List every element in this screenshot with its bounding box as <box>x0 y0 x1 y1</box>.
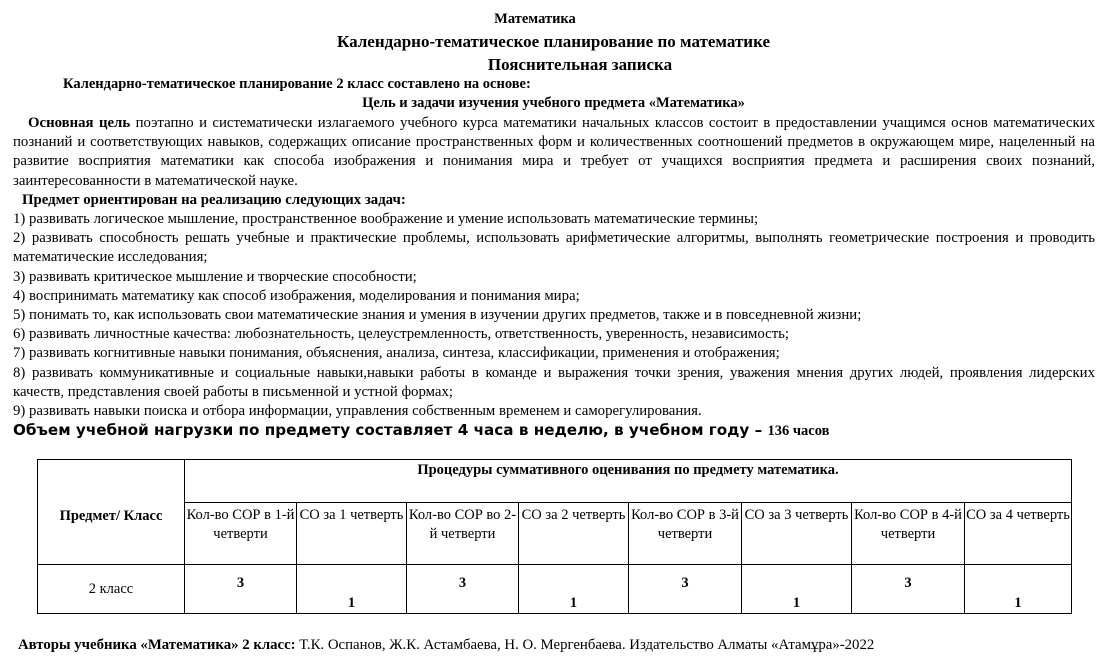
goal-paragraph <box>13 114 1095 191</box>
volume-line <box>13 421 1095 441</box>
column-header: Кол-во СОР в 1-й четверти <box>185 503 297 565</box>
task-item-4: 4) воспринимать математику как способ изображения, моделирования и понимания мира; <box>13 287 580 304</box>
table-cell: 1 <box>965 565 1072 614</box>
table-row <box>38 565 1072 614</box>
task-item-9: 9) развивать навыки поиска и отбора информации, управления собственным временем и саморегулирования. <box>13 403 702 420</box>
table-cell: 3 <box>852 565 965 614</box>
column-header: СО за 3 четверть <box>742 503 852 565</box>
table-cell: 1 <box>519 565 629 614</box>
note-title: Пояснительная записка <box>487 55 673 74</box>
assessment-table <box>37 459 1072 614</box>
column-header: СО за 2 четверть <box>519 503 629 565</box>
task-item-8: 8) развивать коммуникативные и социальные навыки,навыки работы в команде и выражения точки зрения, уважения мнения других людей, проявления лидерских качеств, представления своей работы в письменной и устной формах; <box>13 364 1095 400</box>
assessment-header: Процедуры суммативного оценивания по предмету математика. <box>185 460 1072 503</box>
subject-title: Математика <box>494 11 576 27</box>
task-item-5: 5) понимать то, как использовать свои математические знания и умения в изучении других предметов, также и в повседневной жизни; <box>13 307 862 324</box>
table-cell: 3 <box>629 565 742 614</box>
authors-line <box>18 637 874 654</box>
task-item-1: 1) развивать логическое мышление, пространственное воображение и умение использовать математические термины; <box>13 211 759 228</box>
authors-label: Авторы учебника «Математика» 2 класс: <box>18 637 296 653</box>
task-item-2: 2) развивать способность решать учебные и практические проблемы, использовать арифметические алгоритмы, выполнять геометрические построения и проводить математические исследования; <box>13 230 1095 266</box>
basis-line: Календарно-тематическое планирование 2 класс составлено на основе: <box>63 76 531 92</box>
goals-title: Цель и задачи изучения учебного предмета «Математика» <box>362 95 745 111</box>
task-item-3: 3) развивать критическое мышление и творческие способности; <box>13 268 417 285</box>
class-cell: 2 класс <box>38 565 185 614</box>
column-header: Кол-во СОР в 4-й четверти <box>852 503 965 565</box>
table-cell: 1 <box>297 565 407 614</box>
goal-label: Основная цель <box>28 115 131 131</box>
tasks-title: Предмет ориентирован на реализацию следующих задач: <box>22 191 406 208</box>
goal-text: поэтапно и систематически излагаемого учебного курса математики начальных классов состоит в предоставлении учащимся основ математических познаний и соответствующих навыков, содержащих описание пространственных форм и количественных соотношений предметов в окружающем мире, нацеленный на развитие восприятия математики как способа изображения и понимания мира и требует от учащихся восприятия предмета и расширения своих познаний, заинтересованности в математической науке. <box>13 115 1095 189</box>
column-header: СО за 4 четверть <box>965 503 1072 565</box>
column-header: СО за 1 четверть <box>297 503 407 565</box>
task-item-6: 6) развивать личностные качества: любознательность, целеустремленность, ответственность, уверенность, независимость; <box>13 326 790 343</box>
plan-title: Календарно-тематическое планирование по математике <box>336 32 771 51</box>
table-cell: 3 <box>185 565 297 614</box>
table-cell: 3 <box>407 565 519 614</box>
column-header: Кол-во СОР во 2-й четверти <box>407 503 519 565</box>
volume-hours: 136 часов <box>767 423 830 440</box>
volume-text: Объем учебной нагрузки по предмету составляет 4 часа в неделю, в учебном году – <box>13 421 768 440</box>
column-header: Кол-во СОР в 3-й четверти <box>629 503 742 565</box>
task-item-7: 7) развивать когнитивные навыки понимания, объяснения, анализа, синтеза, классификации, применения и отображения; <box>13 345 780 362</box>
body-text <box>13 114 1095 441</box>
subject-class-header: Предмет/ Класс <box>38 460 185 565</box>
authors-text: Т.К. Оспанов, Ж.К. Астамбаева, Н. О. Мергенбаева. Издательство Алматы «Атамұра»-2022 <box>295 637 875 653</box>
table-cell: 1 <box>742 565 852 614</box>
